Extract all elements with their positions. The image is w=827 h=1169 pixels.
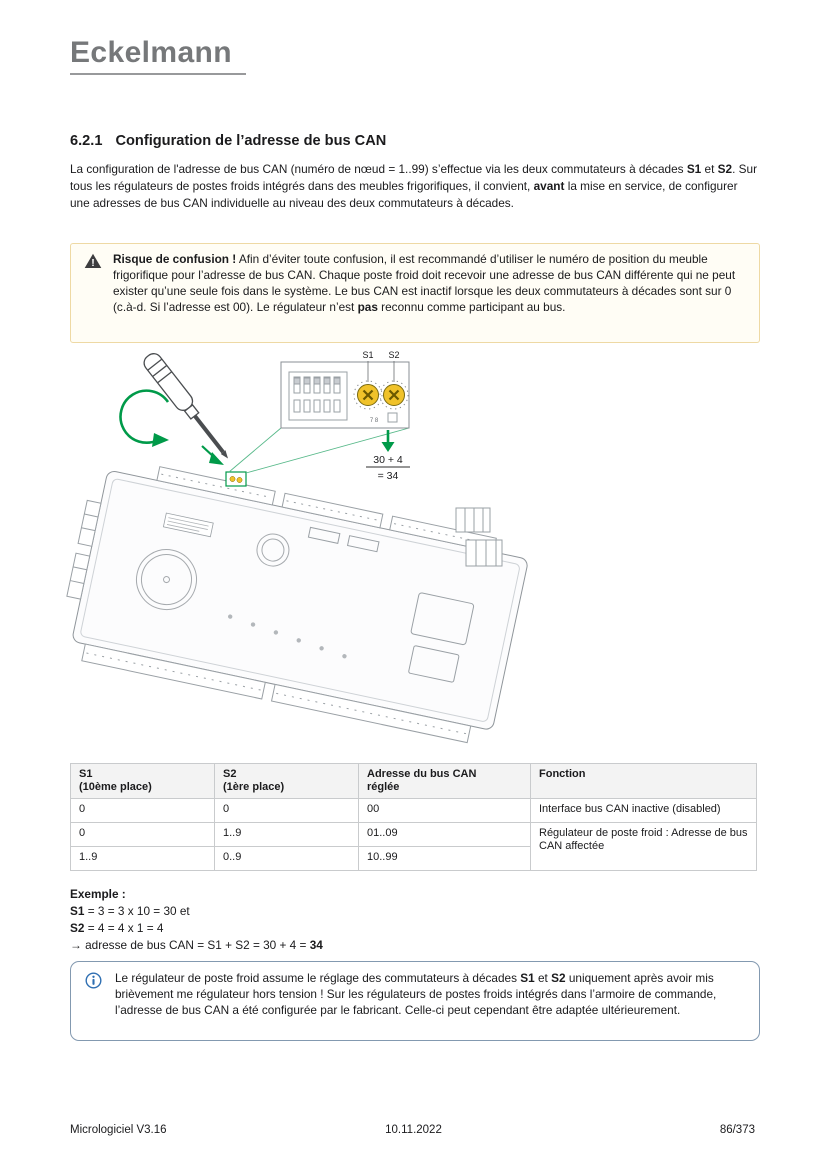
- info-box: [70, 961, 760, 1041]
- controller-figure: [68, 350, 760, 756]
- example-block: [70, 886, 323, 954]
- s1-label: S1: [362, 350, 374, 360]
- footer-date: 10.11.2022: [385, 1124, 442, 1136]
- header-line: (10ème place): [79, 781, 152, 793]
- svg-text:!: !: [91, 257, 95, 269]
- cell-s1: 1..9: [71, 847, 215, 871]
- footer-version: Micrologiciel V3.16: [70, 1124, 167, 1136]
- s2-label: S2: [388, 350, 400, 360]
- example-line-3: → adresse de bus CAN = S1 + S2 = 30 + 4 = 34: [70, 938, 323, 952]
- header-line: (1ère place): [223, 781, 285, 793]
- warning-text: Risque de confusion ! Afin d’éviter toute confusion, il est recommandé d’utiliser le numéro de position du meuble frigorifique pour l’adresse de bus CAN. Chaque poste froid doit recevoir une adresse de bus CAN différente qui ne peut exister qu’une seule fois dans le système. Le bus CAN est inactif lorsque les deux commutateurs à décades sont sur 0 (c.à-d. Si l’adresse est 00). Le régulateur n’est pas reconnu comme participant au bus.: [113, 252, 736, 314]
- header-line: S1: [79, 768, 93, 780]
- header-line: Adresse du bus CAN: [367, 768, 477, 780]
- example-title: Exemple :: [70, 887, 126, 901]
- warning-box: [70, 243, 760, 343]
- cell-s2: 0..9: [215, 847, 359, 871]
- info-text: Le régulateur de poste froid assume le réglage des commutateurs à décades S1 et S2 uniquement après avoir mis brièvement me régulateur hors tension ! Sur les régulateurs de postes froids intégrés dans l’armoire de commande, l’adresse de bus CAN a été configurée par le fabricant. Celle-ci peut cependant être adaptée ultérieurement.: [115, 971, 717, 1017]
- rotation-arrow-icon: [121, 391, 169, 447]
- calc-sum: [366, 454, 410, 482]
- controller-figure-svg: [68, 350, 760, 756]
- can-address-table: [70, 763, 757, 871]
- table-header-row: [71, 764, 757, 799]
- header-line: Fonction: [539, 768, 586, 780]
- switch-location-marker: [226, 472, 246, 486]
- down-arrow-icon: [382, 430, 395, 452]
- footer-page-number: 86/373: [719, 1124, 755, 1136]
- table-header-s2: [215, 764, 359, 799]
- switch-callout-box: [281, 350, 409, 428]
- eckelmann-logo: Eckelmann: [70, 36, 246, 75]
- table-header-adresse: [359, 764, 531, 799]
- calc-bottom: = 34: [377, 470, 399, 482]
- controller-board: [54, 453, 531, 747]
- table-row: [71, 823, 757, 847]
- table-row: [71, 799, 757, 823]
- cell-adresse: 01..09: [359, 823, 531, 847]
- section-heading: [70, 133, 386, 149]
- example-line-2: S2 = 4 = 4 x 1 = 4: [70, 921, 164, 935]
- callout-leader-lines: [229, 428, 409, 473]
- example-line-1: S1 = 3 = 3 x 10 = 30 et: [70, 904, 190, 918]
- cell-adresse: 10..99: [359, 847, 531, 871]
- cell-s2: 1..9: [215, 823, 359, 847]
- header-line: S2: [223, 768, 237, 780]
- cell-s2: 0: [215, 799, 359, 823]
- warning-triangle-icon: [84, 253, 102, 274]
- table-header-s1: [71, 764, 215, 799]
- dip-label: 7 8: [369, 418, 379, 424]
- cell-fonction: Régulateur de poste froid : Adresse de bus CAN affectée: [531, 823, 757, 871]
- cell-s1: 0: [71, 799, 215, 823]
- header-line: réglée: [367, 781, 400, 793]
- cell-adresse: 00: [359, 799, 531, 823]
- info-circle-icon: [85, 972, 102, 994]
- intro-paragraph: La configuration de l'adresse de bus CAN (numéro de nœud = 1..99) s’effectue via les deux commutateurs à décades S1 et S2. Sur tous les régulateurs de postes froids intégrés dans des meubles frigorifiques, il convient, avant la mise en service, de configurer une adresses de bus CAN individuelle au niveau des deux commutateurs à décades.: [70, 162, 758, 211]
- screwdriver-icon: [141, 350, 235, 464]
- section-number: 6.2.1: [70, 133, 103, 149]
- cell-s1: 0: [71, 823, 215, 847]
- section-title: Configuration de l’adresse de bus CAN: [115, 133, 387, 149]
- cell-fonction: Interface bus CAN inactive (disabled): [531, 799, 757, 823]
- table-header-fonction: [531, 764, 757, 799]
- calc-top: 30 + 4: [373, 454, 403, 466]
